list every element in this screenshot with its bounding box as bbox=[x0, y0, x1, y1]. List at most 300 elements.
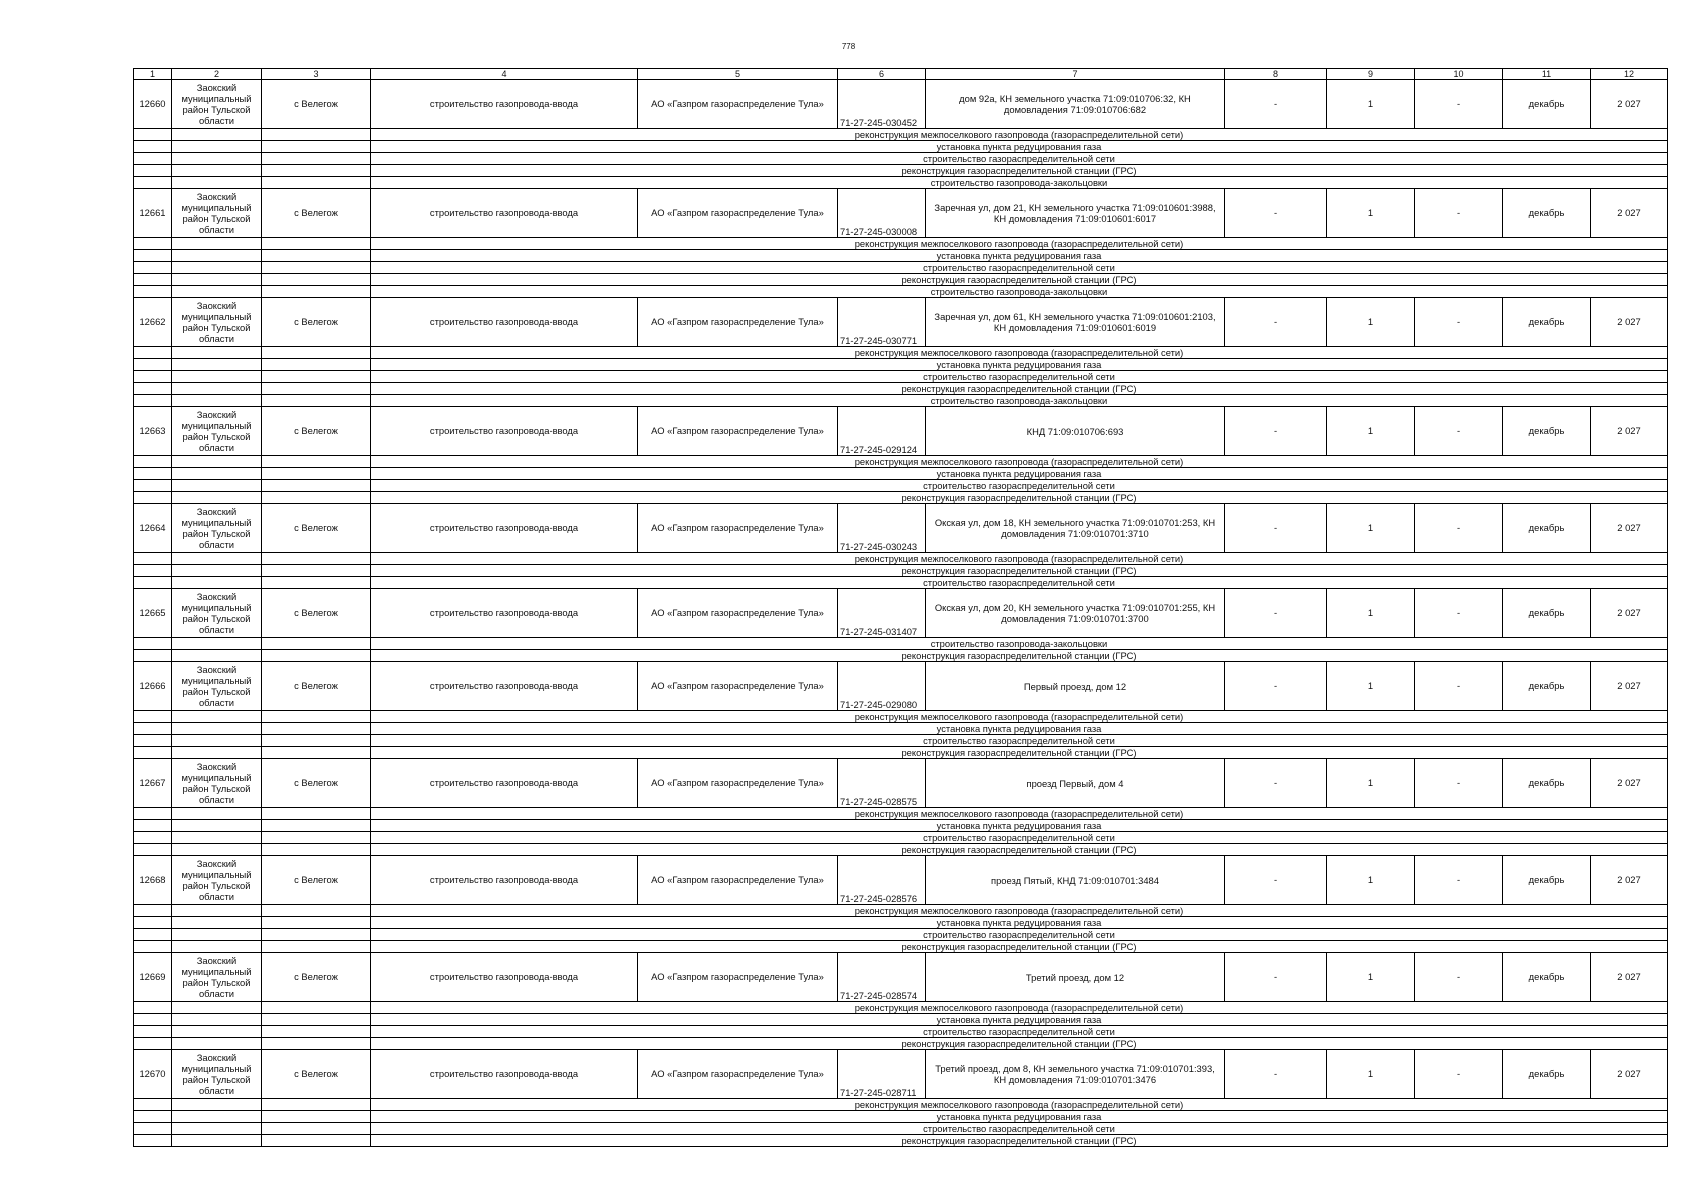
empty-cell bbox=[262, 492, 371, 504]
empty-cell bbox=[172, 832, 262, 844]
empty-cell bbox=[134, 274, 172, 286]
empty-cell bbox=[172, 1111, 262, 1123]
record-number: 12665 bbox=[134, 589, 172, 638]
empty-cell bbox=[134, 747, 172, 759]
district-cell: Заокский муниципальный район Тульской области bbox=[172, 662, 262, 711]
sub-work-row bbox=[134, 941, 1668, 953]
address-cell: Заречная ул, дом 21, КН земельного участка 71:09:010601:3988, КН домовладения 71:09:010601:6017 bbox=[926, 189, 1225, 238]
sub-work-description: реконструкция межпоселкового газопровода (газораспределительной сети) bbox=[371, 347, 1668, 359]
month-cell: декабрь bbox=[1503, 856, 1591, 905]
col8-cell: - bbox=[1225, 1050, 1327, 1099]
empty-cell bbox=[134, 153, 172, 165]
empty-cell bbox=[134, 371, 172, 383]
application-code-cell: 71-27-245-030452 bbox=[838, 80, 926, 129]
table-row bbox=[134, 298, 1668, 347]
empty-cell bbox=[172, 347, 262, 359]
col8-cell: - bbox=[1225, 80, 1327, 129]
col9-cell: 1 bbox=[1327, 759, 1415, 808]
sub-work-row bbox=[134, 735, 1668, 747]
sub-work-row bbox=[134, 1123, 1668, 1135]
record-number: 12669 bbox=[134, 953, 172, 1002]
col8-cell: - bbox=[1225, 189, 1327, 238]
sub-work-row bbox=[134, 832, 1668, 844]
empty-cell bbox=[172, 808, 262, 820]
sub-work-description: реконструкция газораспределительной станции (ГРС) bbox=[371, 1038, 1668, 1050]
empty-cell bbox=[172, 1038, 262, 1050]
sub-work-row bbox=[134, 577, 1668, 589]
col9-cell: 1 bbox=[1327, 298, 1415, 347]
locality-cell: с Велегож bbox=[262, 189, 371, 238]
sub-work-row bbox=[134, 250, 1668, 262]
activity-cell: строительство газопровода-ввода bbox=[371, 759, 638, 808]
year-cell: 2 027 bbox=[1591, 589, 1668, 638]
sub-work-row bbox=[134, 808, 1668, 820]
empty-cell bbox=[172, 250, 262, 262]
empty-cell bbox=[134, 250, 172, 262]
table-row bbox=[134, 189, 1668, 238]
sub-work-row bbox=[134, 480, 1668, 492]
empty-cell bbox=[172, 1026, 262, 1038]
locality-cell: с Велегож bbox=[262, 759, 371, 808]
col9-cell: 1 bbox=[1327, 1050, 1415, 1099]
address-cell: Заречная ул, дом 61, КН земельного участка 71:09:010601:2103, КН домовладения 71:09:010601:6019 bbox=[926, 298, 1225, 347]
sub-work-row bbox=[134, 650, 1668, 662]
organization-cell: АО «Газпром газораспределение Тула» bbox=[638, 662, 838, 711]
empty-cell bbox=[262, 1038, 371, 1050]
empty-cell bbox=[172, 711, 262, 723]
empty-cell bbox=[172, 129, 262, 141]
empty-cell bbox=[262, 262, 371, 274]
activity-cell: строительство газопровода-ввода bbox=[371, 504, 638, 553]
empty-cell bbox=[262, 480, 371, 492]
sub-work-row bbox=[134, 383, 1668, 395]
locality-cell: с Велегож bbox=[262, 662, 371, 711]
empty-cell bbox=[262, 1111, 371, 1123]
sub-work-row bbox=[134, 492, 1668, 504]
table-row bbox=[134, 589, 1668, 638]
locality-cell: с Велегож bbox=[262, 1050, 371, 1099]
empty-cell bbox=[262, 165, 371, 177]
empty-cell bbox=[262, 917, 371, 929]
empty-cell bbox=[172, 723, 262, 735]
sub-work-row bbox=[134, 1135, 1668, 1147]
record-number: 12667 bbox=[134, 759, 172, 808]
application-code-cell: 71-27-245-029124 bbox=[838, 407, 926, 456]
empty-cell bbox=[172, 165, 262, 177]
col9-cell: 1 bbox=[1327, 589, 1415, 638]
empty-cell bbox=[172, 553, 262, 565]
header-row bbox=[134, 69, 1668, 80]
sub-work-description: реконструкция межпоселкового газопровода (газораспределительной сети) bbox=[371, 905, 1668, 917]
organization-cell: АО «Газпром газораспределение Тула» bbox=[638, 953, 838, 1002]
col8-cell: - bbox=[1225, 953, 1327, 1002]
sub-work-description: установка пункта редуцирования газа bbox=[371, 1014, 1668, 1026]
sub-work-description: строительство газораспределительной сети bbox=[371, 1026, 1668, 1038]
empty-cell bbox=[172, 141, 262, 153]
sub-work-row bbox=[134, 238, 1668, 250]
column-header: 9 bbox=[1327, 69, 1415, 80]
sub-work-description: установка пункта редуцирования газа bbox=[371, 359, 1668, 371]
empty-cell bbox=[172, 177, 262, 189]
sub-work-row bbox=[134, 929, 1668, 941]
sub-work-description: строительство газораспределительной сети bbox=[371, 262, 1668, 274]
sub-work-description: установка пункта редуцирования газа bbox=[371, 1111, 1668, 1123]
district-cell: Заокский муниципальный район Тульской области bbox=[172, 407, 262, 456]
empty-cell bbox=[134, 553, 172, 565]
empty-cell bbox=[134, 723, 172, 735]
empty-cell bbox=[262, 711, 371, 723]
col10-cell: - bbox=[1415, 407, 1503, 456]
sub-work-description: реконструкция газораспределительной станции (ГРС) bbox=[371, 492, 1668, 504]
empty-cell bbox=[172, 1135, 262, 1147]
empty-cell bbox=[172, 395, 262, 407]
sub-work-description: строительство газораспределительной сети bbox=[371, 832, 1668, 844]
empty-cell bbox=[172, 638, 262, 650]
application-code-cell: 71-27-245-030008 bbox=[838, 189, 926, 238]
empty-cell bbox=[262, 1002, 371, 1014]
sub-work-description: реконструкция межпоселкового газопровода (газораспределительной сети) bbox=[371, 808, 1668, 820]
empty-cell bbox=[262, 1014, 371, 1026]
empty-cell bbox=[262, 905, 371, 917]
year-cell: 2 027 bbox=[1591, 80, 1668, 129]
sub-work-description: реконструкция газораспределительной станции (ГРС) bbox=[371, 747, 1668, 759]
application-code-cell: 71-27-245-028711 bbox=[838, 1050, 926, 1099]
sub-work-row bbox=[134, 274, 1668, 286]
registry-table bbox=[133, 68, 1668, 1147]
sub-work-row bbox=[134, 262, 1668, 274]
empty-cell bbox=[262, 347, 371, 359]
col8-cell: - bbox=[1225, 407, 1327, 456]
empty-cell bbox=[172, 929, 262, 941]
empty-cell bbox=[262, 359, 371, 371]
organization-cell: АО «Газпром газораспределение Тула» bbox=[638, 407, 838, 456]
sub-work-description: строительство газораспределительной сети bbox=[371, 1123, 1668, 1135]
locality-cell: с Велегож bbox=[262, 407, 371, 456]
sub-work-description: реконструкция газораспределительной станции (ГРС) bbox=[371, 844, 1668, 856]
record-number: 12664 bbox=[134, 504, 172, 553]
empty-cell bbox=[134, 929, 172, 941]
empty-cell bbox=[134, 1026, 172, 1038]
organization-cell: АО «Газпром газораспределение Тула» bbox=[638, 504, 838, 553]
col10-cell: - bbox=[1415, 759, 1503, 808]
empty-cell bbox=[172, 1002, 262, 1014]
empty-cell bbox=[172, 941, 262, 953]
column-header: 2 bbox=[172, 69, 262, 80]
empty-cell bbox=[134, 395, 172, 407]
sub-work-description: реконструкция межпоселкового газопровода (газораспределительной сети) bbox=[371, 711, 1668, 723]
col8-cell: - bbox=[1225, 298, 1327, 347]
empty-cell bbox=[172, 456, 262, 468]
sub-work-description: строительство газопровода-закольцовки bbox=[371, 177, 1668, 189]
table-row bbox=[134, 662, 1668, 711]
table-row bbox=[134, 953, 1668, 1002]
table-row bbox=[134, 856, 1668, 905]
sub-work-description: строительство газопровода-закольцовки bbox=[371, 395, 1668, 407]
sub-work-row bbox=[134, 286, 1668, 298]
year-cell: 2 027 bbox=[1591, 504, 1668, 553]
sub-work-description: строительство газопровода-закольцовки bbox=[371, 638, 1668, 650]
sub-work-row bbox=[134, 347, 1668, 359]
application-code-cell: 71-27-245-029080 bbox=[838, 662, 926, 711]
record-number: 12670 bbox=[134, 1050, 172, 1099]
activity-cell: строительство газопровода-ввода bbox=[371, 1050, 638, 1099]
col9-cell: 1 bbox=[1327, 856, 1415, 905]
empty-cell bbox=[134, 917, 172, 929]
empty-cell bbox=[134, 905, 172, 917]
sub-work-row bbox=[134, 1014, 1668, 1026]
sub-work-row bbox=[134, 1002, 1668, 1014]
empty-cell bbox=[262, 1026, 371, 1038]
sub-work-row bbox=[134, 747, 1668, 759]
column-header: 1 bbox=[134, 69, 172, 80]
col9-cell: 1 bbox=[1327, 407, 1415, 456]
month-cell: декабрь bbox=[1503, 407, 1591, 456]
district-cell: Заокский муниципальный район Тульской области bbox=[172, 189, 262, 238]
col9-cell: 1 bbox=[1327, 662, 1415, 711]
empty-cell bbox=[262, 1135, 371, 1147]
table-row bbox=[134, 504, 1668, 553]
sub-work-description: строительство газопровода-закольцовки bbox=[371, 286, 1668, 298]
col8-cell: - bbox=[1225, 504, 1327, 553]
district-cell: Заокский муниципальный район Тульской области bbox=[172, 1050, 262, 1099]
activity-cell: строительство газопровода-ввода bbox=[371, 407, 638, 456]
col10-cell: - bbox=[1415, 298, 1503, 347]
col8-cell: - bbox=[1225, 759, 1327, 808]
empty-cell bbox=[172, 153, 262, 165]
empty-cell bbox=[134, 1038, 172, 1050]
empty-cell bbox=[134, 165, 172, 177]
column-header: 3 bbox=[262, 69, 371, 80]
empty-cell bbox=[134, 1135, 172, 1147]
col10-cell: - bbox=[1415, 589, 1503, 638]
empty-cell bbox=[134, 177, 172, 189]
empty-cell bbox=[262, 747, 371, 759]
sub-work-description: реконструкция газораспределительной станции (ГРС) bbox=[371, 1135, 1668, 1147]
table-row bbox=[134, 1050, 1668, 1099]
sub-work-description: реконструкция межпоселкового газопровода (газораспределительной сети) bbox=[371, 238, 1668, 250]
sub-work-row bbox=[134, 165, 1668, 177]
column-header: 11 bbox=[1503, 69, 1591, 80]
year-cell: 2 027 bbox=[1591, 759, 1668, 808]
locality-cell: с Велегож bbox=[262, 298, 371, 347]
empty-cell bbox=[134, 711, 172, 723]
sub-work-description: реконструкция газораспределительной станции (ГРС) bbox=[371, 565, 1668, 577]
col10-cell: - bbox=[1415, 1050, 1503, 1099]
address-cell: Третий проезд, дом 12 bbox=[926, 953, 1225, 1002]
month-cell: декабрь bbox=[1503, 504, 1591, 553]
sub-work-row bbox=[134, 456, 1668, 468]
empty-cell bbox=[262, 371, 371, 383]
empty-cell bbox=[134, 565, 172, 577]
record-number: 12661 bbox=[134, 189, 172, 238]
activity-cell: строительство газопровода-ввода bbox=[371, 189, 638, 238]
empty-cell bbox=[134, 456, 172, 468]
locality-cell: с Велегож bbox=[262, 856, 371, 905]
sub-work-row bbox=[134, 153, 1668, 165]
address-cell: Первый проезд, дом 12 bbox=[926, 662, 1225, 711]
empty-cell bbox=[172, 844, 262, 856]
application-code-cell: 71-27-245-031407 bbox=[838, 589, 926, 638]
activity-cell: строительство газопровода-ввода bbox=[371, 298, 638, 347]
sub-work-row bbox=[134, 468, 1668, 480]
empty-cell bbox=[262, 456, 371, 468]
sub-work-description: строительство газораспределительной сети bbox=[371, 480, 1668, 492]
column-header: 5 bbox=[638, 69, 838, 80]
empty-cell bbox=[134, 359, 172, 371]
empty-cell bbox=[172, 1014, 262, 1026]
sub-work-row bbox=[134, 565, 1668, 577]
empty-cell bbox=[134, 577, 172, 589]
sub-work-row bbox=[134, 844, 1668, 856]
sub-work-row bbox=[134, 1099, 1668, 1111]
empty-cell bbox=[262, 274, 371, 286]
locality-cell: с Велегож bbox=[262, 504, 371, 553]
empty-cell bbox=[134, 832, 172, 844]
address-cell: проезд Первый, дом 4 bbox=[926, 759, 1225, 808]
month-cell: декабрь bbox=[1503, 759, 1591, 808]
empty-cell bbox=[172, 577, 262, 589]
empty-cell bbox=[172, 480, 262, 492]
empty-cell bbox=[262, 808, 371, 820]
sub-work-description: реконструкция газораспределительной станции (ГРС) bbox=[371, 383, 1668, 395]
sub-work-description: реконструкция межпоселкового газопровода (газораспределительной сети) bbox=[371, 1099, 1668, 1111]
empty-cell bbox=[172, 747, 262, 759]
empty-cell bbox=[262, 250, 371, 262]
month-cell: декабрь bbox=[1503, 662, 1591, 711]
col10-cell: - bbox=[1415, 662, 1503, 711]
year-cell: 2 027 bbox=[1591, 298, 1668, 347]
empty-cell bbox=[262, 844, 371, 856]
empty-cell bbox=[172, 468, 262, 480]
sub-work-description: реконструкция межпоселкового газопровода (газораспределительной сети) bbox=[371, 553, 1668, 565]
sub-work-description: строительство газораспределительной сети bbox=[371, 153, 1668, 165]
page-number: 778 bbox=[841, 42, 856, 51]
column-header: 8 bbox=[1225, 69, 1327, 80]
empty-cell bbox=[262, 820, 371, 832]
organization-cell: АО «Газпром газораспределение Тула» bbox=[638, 1050, 838, 1099]
month-cell: декабрь bbox=[1503, 953, 1591, 1002]
col10-cell: - bbox=[1415, 189, 1503, 238]
empty-cell bbox=[134, 1014, 172, 1026]
empty-cell bbox=[262, 638, 371, 650]
district-cell: Заокский муниципальный район Тульской области bbox=[172, 298, 262, 347]
month-cell: декабрь bbox=[1503, 1050, 1591, 1099]
empty-cell bbox=[134, 286, 172, 298]
empty-cell bbox=[262, 177, 371, 189]
sub-work-description: установка пункта редуцирования газа bbox=[371, 250, 1668, 262]
district-cell: Заокский муниципальный район Тульской области bbox=[172, 953, 262, 1002]
empty-cell bbox=[262, 565, 371, 577]
sub-work-row bbox=[134, 141, 1668, 153]
sub-work-description: установка пункта редуцирования газа bbox=[371, 468, 1668, 480]
empty-cell bbox=[172, 286, 262, 298]
sub-work-description: реконструкция газораспределительной станции (ГРС) bbox=[371, 165, 1668, 177]
empty-cell bbox=[262, 929, 371, 941]
organization-cell: АО «Газпром газораспределение Тула» bbox=[638, 856, 838, 905]
empty-cell bbox=[172, 492, 262, 504]
empty-cell bbox=[134, 1002, 172, 1014]
empty-cell bbox=[134, 468, 172, 480]
empty-cell bbox=[262, 553, 371, 565]
sub-work-row bbox=[134, 917, 1668, 929]
empty-cell bbox=[134, 1111, 172, 1123]
application-code-cell: 71-27-245-028574 bbox=[838, 953, 926, 1002]
empty-cell bbox=[172, 359, 262, 371]
empty-cell bbox=[134, 238, 172, 250]
table-row bbox=[134, 80, 1668, 129]
empty-cell bbox=[134, 941, 172, 953]
organization-cell: АО «Газпром газораспределение Тула» bbox=[638, 759, 838, 808]
address-cell: Окская ул, дом 18, КН земельного участка 71:09:010701:253, КН домовладения 71:09:010701:3710 bbox=[926, 504, 1225, 553]
activity-cell: строительство газопровода-ввода bbox=[371, 953, 638, 1002]
empty-cell bbox=[262, 141, 371, 153]
empty-cell bbox=[262, 723, 371, 735]
application-code-cell: 71-27-245-028575 bbox=[838, 759, 926, 808]
organization-cell: АО «Газпром газораспределение Тула» bbox=[638, 189, 838, 238]
application-code-cell: 71-27-245-030243 bbox=[838, 504, 926, 553]
empty-cell bbox=[134, 141, 172, 153]
col8-cell: - bbox=[1225, 662, 1327, 711]
col10-cell: - bbox=[1415, 80, 1503, 129]
sub-work-description: реконструкция газораспределительной станции (ГРС) bbox=[371, 941, 1668, 953]
sub-work-row bbox=[134, 638, 1668, 650]
sub-work-description: установка пункта редуцирования газа bbox=[371, 917, 1668, 929]
year-cell: 2 027 bbox=[1591, 407, 1668, 456]
address-cell: Окская ул, дом 20, КН земельного участка 71:09:010701:255, КН домовладения 71:09:010701:3700 bbox=[926, 589, 1225, 638]
sub-work-description: строительство газораспределительной сети bbox=[371, 577, 1668, 589]
address-cell: дом 92а, КН земельного участка 71:09:010706:32, КН домовладения 71:09:010706:682 bbox=[926, 80, 1225, 129]
empty-cell bbox=[172, 905, 262, 917]
sub-work-description: строительство газораспределительной сети bbox=[371, 929, 1668, 941]
record-number: 12660 bbox=[134, 80, 172, 129]
empty-cell bbox=[134, 844, 172, 856]
empty-cell bbox=[134, 820, 172, 832]
sub-work-row bbox=[134, 711, 1668, 723]
empty-cell bbox=[262, 577, 371, 589]
column-header: 10 bbox=[1415, 69, 1503, 80]
empty-cell bbox=[172, 820, 262, 832]
district-cell: Заокский муниципальный район Тульской области bbox=[172, 856, 262, 905]
organization-cell: АО «Газпром газораспределение Тула» bbox=[638, 80, 838, 129]
sub-work-row bbox=[134, 395, 1668, 407]
sub-work-description: реконструкция межпоселкового газопровода (газораспределительной сети) bbox=[371, 129, 1668, 141]
empty-cell bbox=[172, 565, 262, 577]
sub-work-description: реконструкция газораспределительной станции (ГРС) bbox=[371, 274, 1668, 286]
empty-cell bbox=[262, 832, 371, 844]
empty-cell bbox=[134, 129, 172, 141]
empty-cell bbox=[134, 638, 172, 650]
sub-work-description: строительство газораспределительной сети bbox=[371, 371, 1668, 383]
empty-cell bbox=[134, 492, 172, 504]
application-code-cell: 71-27-245-028576 bbox=[838, 856, 926, 905]
year-cell: 2 027 bbox=[1591, 953, 1668, 1002]
sub-work-row bbox=[134, 820, 1668, 832]
empty-cell bbox=[262, 129, 371, 141]
locality-cell: с Велегож bbox=[262, 589, 371, 638]
activity-cell: строительство газопровода-ввода bbox=[371, 80, 638, 129]
sub-work-description: установка пункта редуцирования газа bbox=[371, 820, 1668, 832]
year-cell: 2 027 bbox=[1591, 189, 1668, 238]
sub-work-row bbox=[134, 1111, 1668, 1123]
address-cell: проезд Пятый, КНД 71:09:010701:3484 bbox=[926, 856, 1225, 905]
sub-work-description: реконструкция межпоселкового газопровода (газораспределительной сети) bbox=[371, 456, 1668, 468]
locality-cell: с Велегож bbox=[262, 953, 371, 1002]
empty-cell bbox=[262, 395, 371, 407]
empty-cell bbox=[134, 808, 172, 820]
activity-cell: строительство газопровода-ввода bbox=[371, 856, 638, 905]
empty-cell bbox=[172, 383, 262, 395]
empty-cell bbox=[172, 274, 262, 286]
